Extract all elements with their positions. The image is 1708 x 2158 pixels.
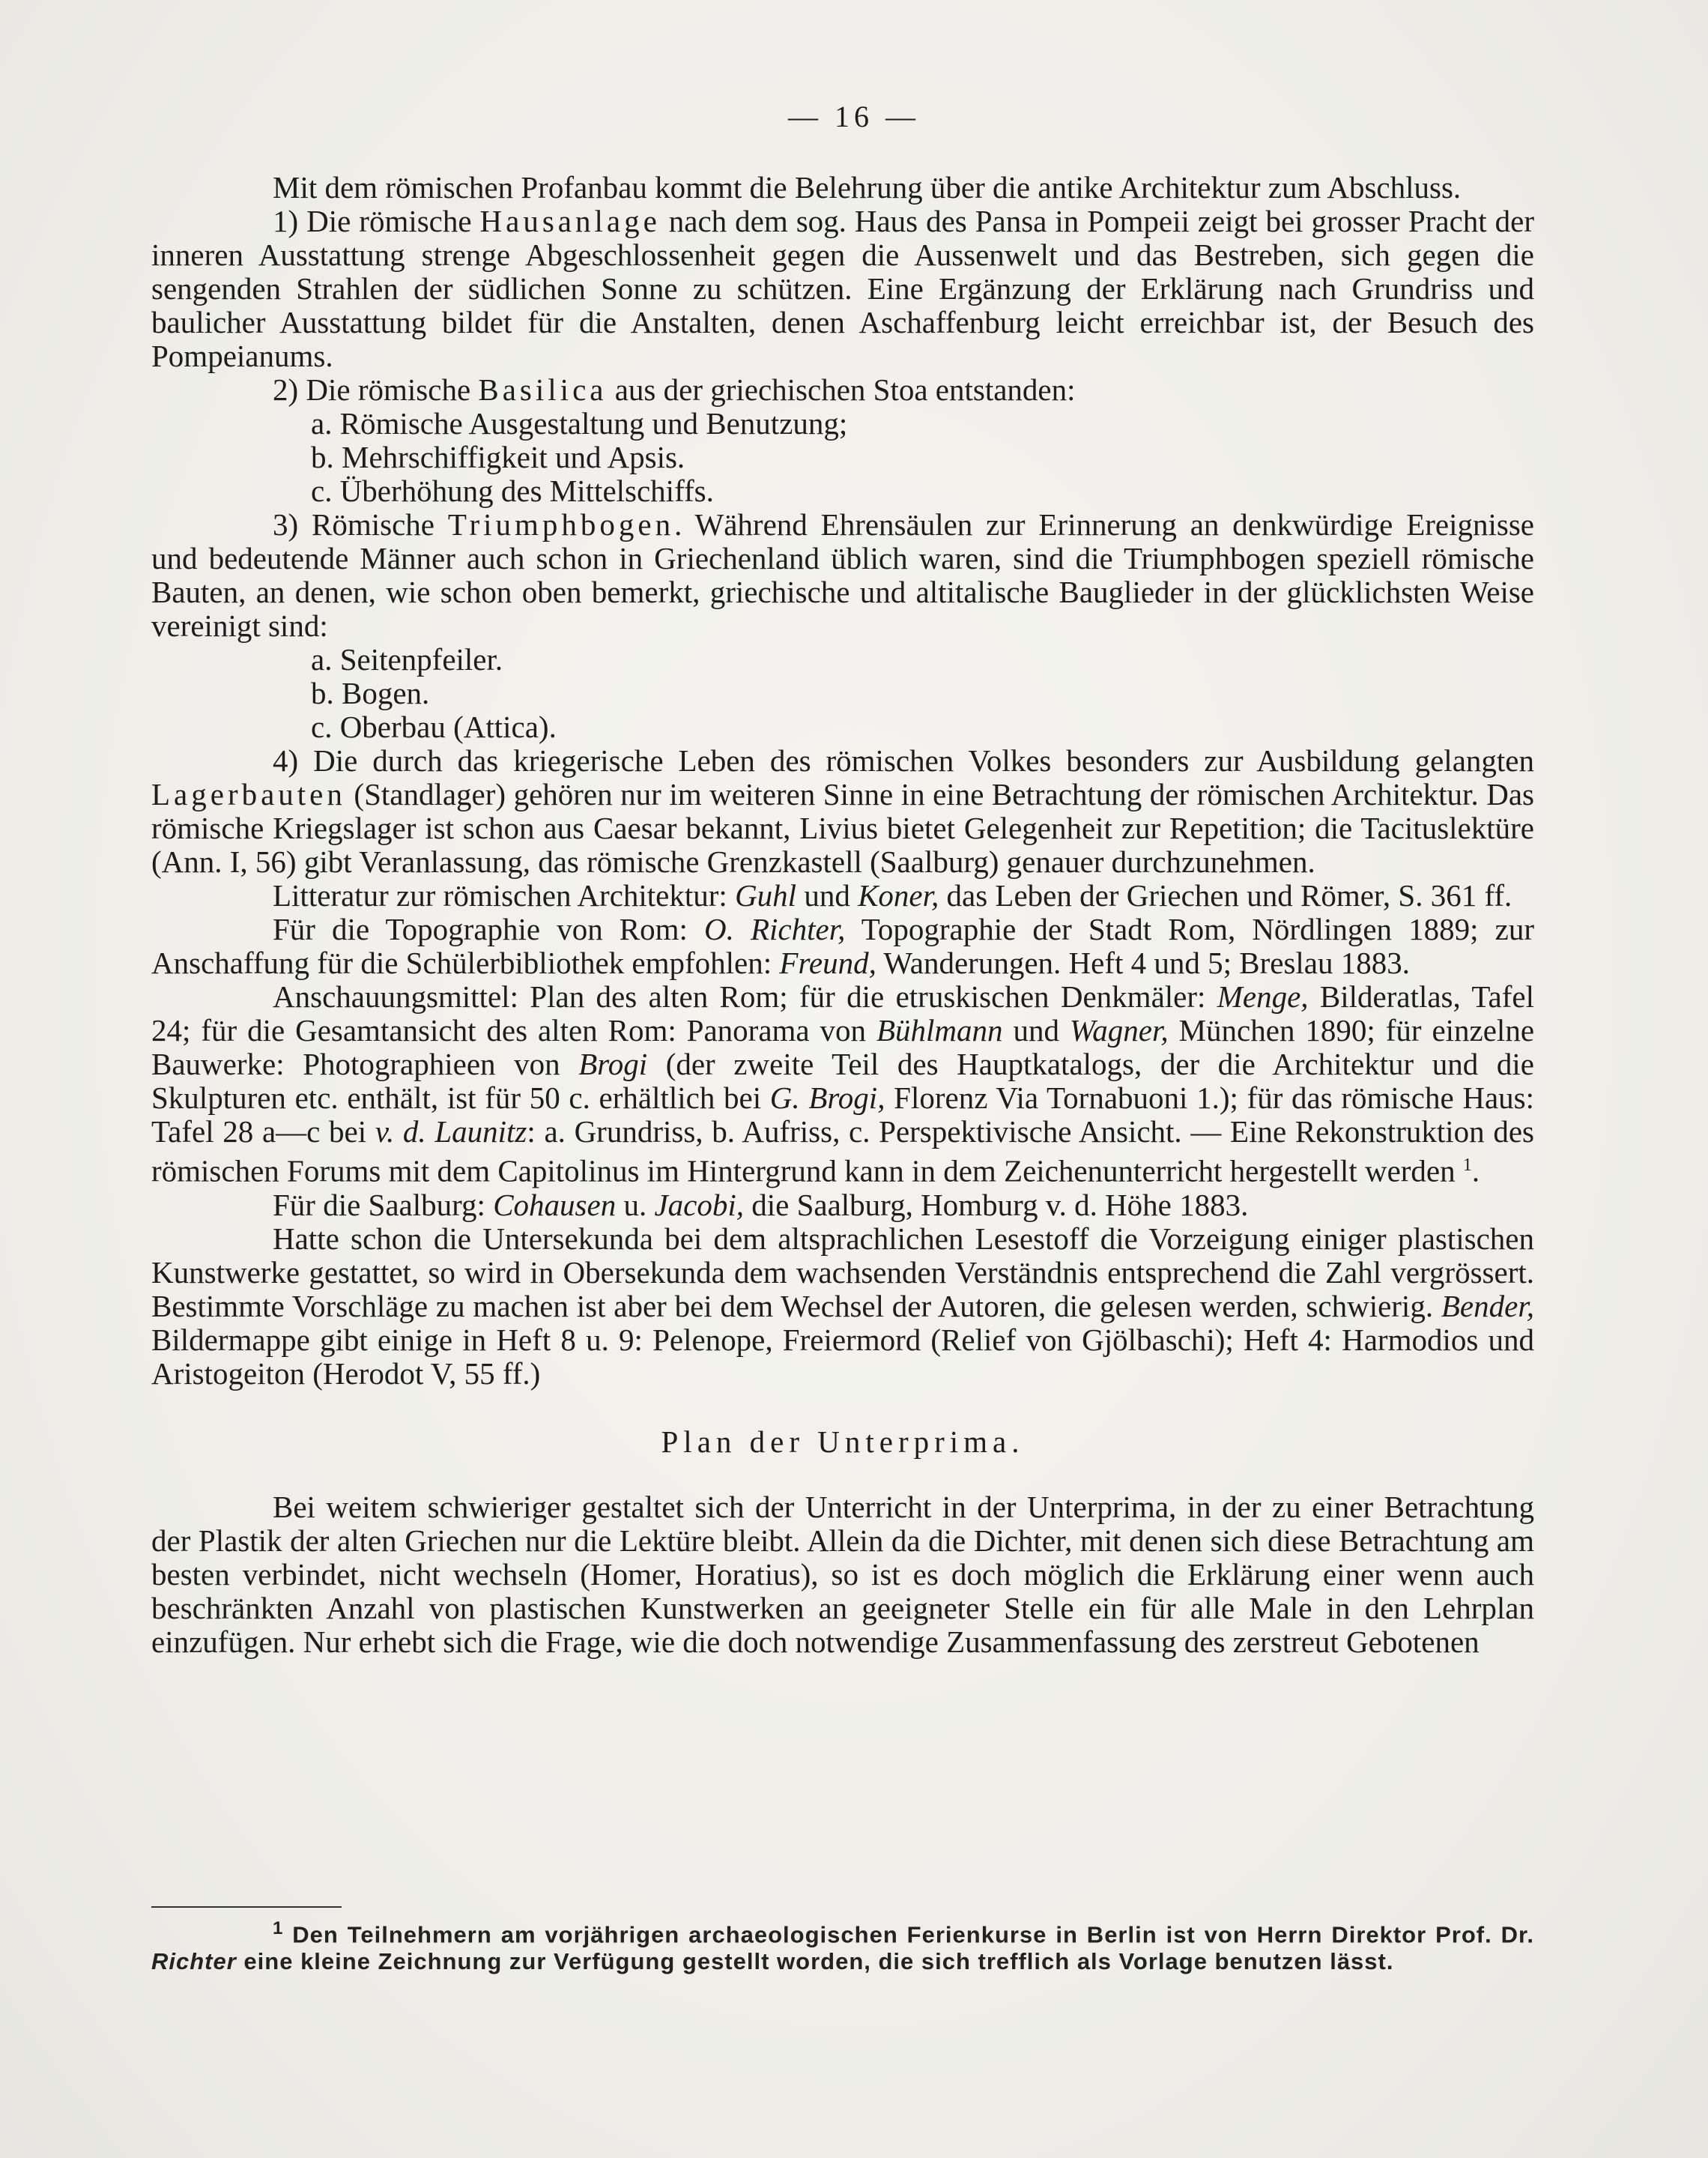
paragraph: Hatte schon die Untersekunda bei dem altsprachlichen Lesestoff die Vorzeigung einiger plastischen Kunstwerke gestattet, so wird in Obersekunda dem wachsenden Verständnis entsprechend die Zahl vergrössert. Bestimmte Vorschläge zu machen ist aber bei dem Wechsel der Autoren, die gelesen werden, schwierig. Bender, Bildermappe gibt einige in Heft 8 u. 9: Pelenope, Freiermord (Relief von Gjölbaschi); Heft 4: Harmodios und Aristogeiton (Herodot V, 55 ff.) xyxy=(151,1221,1534,1391)
footnote xyxy=(151,1915,1534,1975)
paragraph: Mit dem römischen Profanbau kommt die Belehrung über die antike Architektur zum Abschluss. xyxy=(273,170,1462,205)
paragraph: 1) Die römische Hausanlage nach dem sog. Haus des Pansa in Pompeii zeigt bei grosser Pracht der inneren Ausstattung strenge Abgeschlossenheit gegen die Aussenwelt und das Bestreben, sich gegen die sengenden Strahlen der südlichen Sonne zu schützen. Eine Ergänzung der Erklärung nach Grundriss und baulicher Ausstattung bildet für die Anstalten, denen Aschaffenburg leicht erreichbar ist, der Besuch des Pompeianums. xyxy=(151,204,1534,373)
page-number: — 16 — xyxy=(788,100,920,133)
list-item: c. Überhöhung des Mittelschiffs. xyxy=(311,474,714,508)
paragraph: Bei weitem schwieriger gestaltet sich der Unterricht in der Unterprima, in der zu einer Betrachtung der Plastik der alten Griechen nur die Lektüre bleibt. Allein da die Dichter, mit denen sich diese Betrachtung am besten verbindet, nicht wechseln (Homer, Horatius), so ist es doch möglich die Erklärung einer wenn auch beschränkten Anzahl von plastischen Kunstwerken an geeigneter Stelle ein für alle Male in den Lehrplan einzufügen. Nur erhebt sich die Frage, wie die doch notwendige Zusammenfassung des zerstreut Gebotenen xyxy=(151,1489,1534,1659)
list-item: a. Seitenpfeiler. xyxy=(311,642,503,677)
section-heading: Plan der Unterprima. xyxy=(661,1424,1025,1459)
paragraph: Anschauungsmittel: Plan des alten Rom; für die etruskischen Denkmäler: Menge, Bilderatlas, Tafel 24; für die Gesamtansicht des alten Rom: Panorama von Bühlmann und Wagner, München 1890; für einzelne Bauwerke: Photographieen von Brogi (der zweite Teil des Hauptkatalogs, der die Architektur und die Skulpturen etc. enthält, ist für 50 c. erhältlich bei G. Brogi, Florenz Via Tornabuoni 1.); für das römische Haus: Tafel 28 a—c bei v. d. Launitz: a. Grundriss, b. Aufriss, c. Perspektivische Ansicht. — Eine Rekonstruktion des römischen Forums mit dem Capitolinus im Hintergrund kann in dem Zeichenunterricht hergestellt werden $^1$. xyxy=(151,979,1535,1188)
list-item: b. Bogen. xyxy=(311,676,430,710)
footnote-text: $^1$ Den Teilnehmern am vorjährigen archaeologischen Ferienkurse in Berlin ist von Herrn Direktor Prof. Dr. Richter eine kleine Zeichnung zur Verfügung gestellt worden, die sich trefflich als Vorlage benutzen lässt. xyxy=(151,1918,1534,1975)
body-text xyxy=(151,171,1534,1659)
list-item: b. Mehrschiffigkeit und Apsis. xyxy=(311,440,685,474)
list-item: a. Römische Ausgestaltung und Benutzung; xyxy=(311,406,848,441)
paragraph: 3) Römische Triumphbogen. Während Ehrensäulen zur Erinnerung an denkwürdige Ereignisse und bedeutende Männer auch schon in Griechenland üblich waren, sind die Triumphbogen speziell römische Bauten, an denen, wie schon oben bemerkt, griechische und altitalische Bauglieder in der glücklichsten Weise vereinigt sind: xyxy=(151,507,1534,643)
paragraph: 2) Die römische Basilica aus der griechischen Stoa entstanden: xyxy=(273,372,1076,407)
list-item: c. Oberbau (Attica). xyxy=(311,710,557,744)
footnote-rule xyxy=(151,1906,342,1908)
paragraph: Für die Topographie von Rom: O. Richter, Topographie der Stadt Rom, Nördlingen 1889; zur Anschaffung für die Schülerbibliothek empfohlen: Freund, Wanderungen. Heft 4 und 5; Breslau 1883. xyxy=(151,912,1534,980)
paragraph: 4) Die durch das kriegerische Leben des römischen Volkes besonders zur Ausbildung gelangten Lagerbauten (Standlager) gehören nur im weiteren Sinne in eine Betrachtung der römischen Architektur. Das römische Kriegslager ist schon aus Caesar bekannt, Livius bietet Gelegenheit zur Repetition; die Tacituslektüre (Ann. I, 56) gibt Veranlassung, das römische Grenzkastell (Saalburg) genauer durchzunehmen. xyxy=(151,743,1534,879)
paragraph: Für die Saalburg: Cohausen u. Jacobi, die Saalburg, Homburg v. d. Höhe 1883. xyxy=(273,1187,1249,1222)
paragraph: Litteratur zur römischen Architektur: Guhl und Koner, das Leben der Griechen und Römer, S. 361 ff. xyxy=(273,878,1512,913)
